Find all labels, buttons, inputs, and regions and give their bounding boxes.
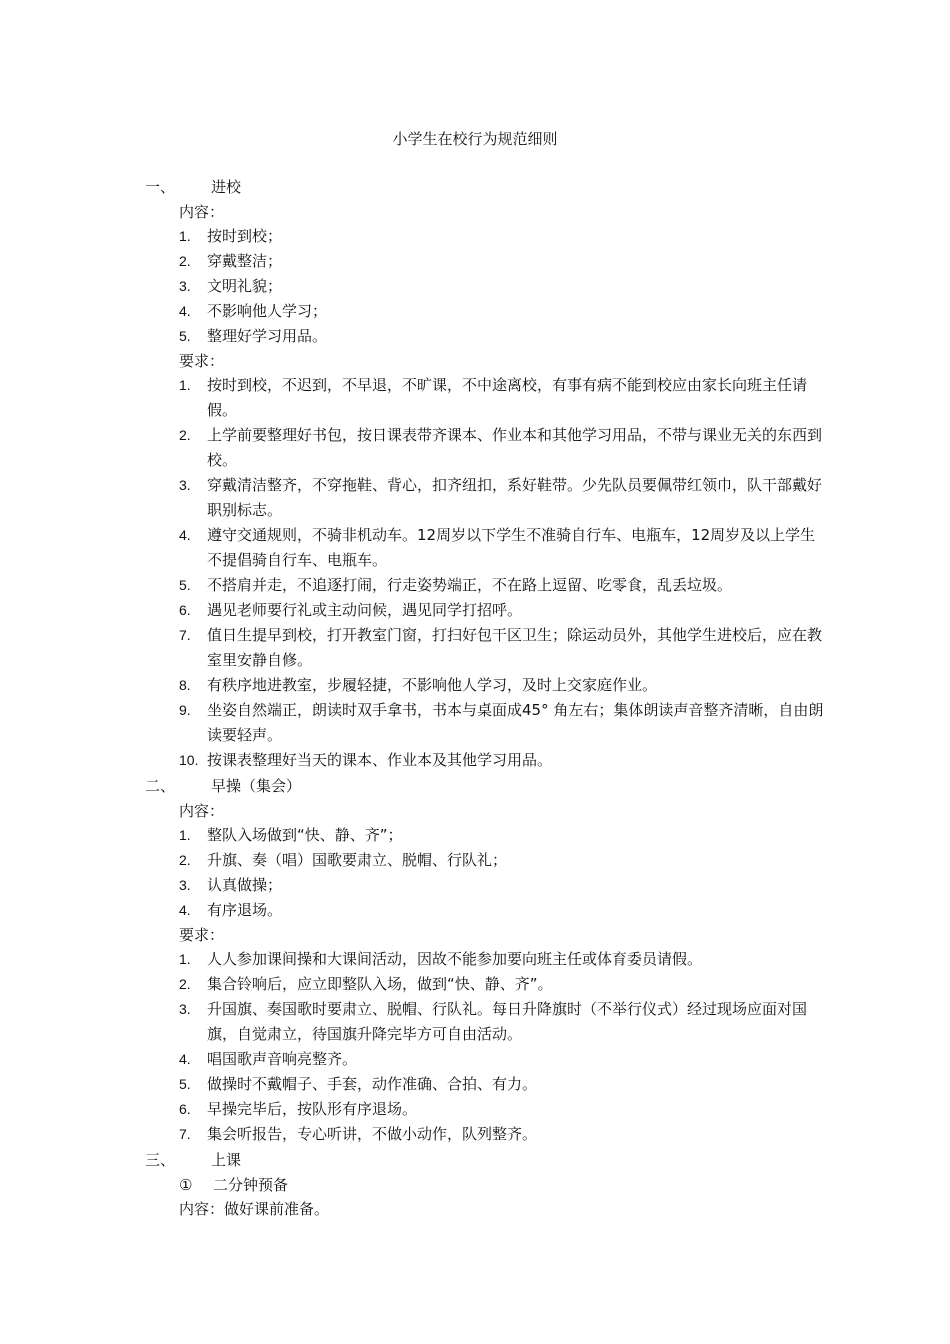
item-number: 1. — [179, 827, 191, 843]
requirements-list — [145, 947, 825, 1147]
list-item — [145, 873, 825, 898]
item-number: 6. — [179, 602, 191, 618]
item-text: 有序退场。 — [207, 901, 283, 919]
item-number: 4. — [179, 527, 191, 543]
item-text: 有秩序地进教室，步履轻捷，不影响他人学习，及时上交家庭作业。 — [207, 676, 658, 694]
document-title: 小学生在校行为规范细则 — [392, 130, 558, 148]
item-number: 4. — [179, 902, 191, 918]
item-number: 6. — [179, 1101, 191, 1117]
section-title: 进校 — [211, 178, 242, 196]
list-item — [145, 673, 825, 698]
list-item — [145, 947, 825, 972]
item-text: 做操时不戴帽子、手套，动作准确、合拍、有力。 — [207, 1075, 538, 1093]
list-item — [145, 748, 825, 773]
section-title: 早操（集会） — [211, 777, 302, 795]
list-item — [145, 299, 825, 324]
requirements-label: 要求： — [179, 926, 225, 944]
item-number: 7. — [179, 627, 191, 643]
item-number: 2. — [179, 976, 191, 992]
item-number: 1. — [179, 228, 191, 244]
section-number: 二、 — [145, 777, 176, 795]
item-text: 不搭肩并走，不追逐打闹，行走姿势端正，不在路上逗留、吃零食，乱丢垃圾。 — [207, 576, 733, 594]
item-text: 坐姿自然端正，朗读时双手拿书，书本与桌面成45° 角左右；集体朗读声音整齐清晰，自由朗读要轻声。 — [207, 701, 824, 744]
item-number: 3. — [179, 877, 191, 893]
item-text: 人人参加课间操和大课间活动，因故不能参加要向班主任或体育委员请假。 — [207, 950, 703, 968]
list-item — [145, 224, 825, 249]
list-item — [145, 423, 825, 473]
item-text: 升国旗、奏国歌时要肃立、脱帽、行队礼。每日升降旗时（不举行仪式）经过现场应面对国旗，自觉肃立，待国旗升降完毕方可自由活动。 — [207, 1000, 808, 1043]
list-item — [145, 1097, 825, 1122]
section-number: 一、 — [145, 178, 176, 196]
document-body — [145, 174, 825, 1221]
section-number: 三、 — [145, 1151, 176, 1169]
item-number: 10. — [179, 752, 199, 768]
item-text: 认真做操； — [207, 876, 283, 894]
item-number: 1. — [179, 951, 191, 967]
item-text: 集会听报告，专心听讲，不做小动作，队列整齐。 — [207, 1125, 538, 1143]
item-number: 5. — [179, 1076, 191, 1092]
content-line: 内容：做好课前准备。 — [179, 1200, 330, 1218]
item-number: 8. — [179, 677, 191, 693]
list-item — [145, 249, 825, 274]
list-item — [145, 898, 825, 923]
list-item — [145, 573, 825, 598]
item-text: 集合铃响后，应立即整队入场，做到“快、静、齐”。 — [207, 975, 553, 993]
list-item — [145, 623, 825, 673]
list-item — [145, 1122, 825, 1147]
item-text: 唱国歌声音响亮整齐。 — [207, 1050, 358, 1068]
item-text: 穿戴清洁整齐，不穿拖鞋、背心，扣齐纽扣，系好鞋带。少先队员要佩带红领巾，队干部戴好职别标志。 — [207, 476, 823, 519]
section-title: 上课 — [211, 1151, 242, 1169]
section-heading — [145, 174, 825, 200]
item-text: 遇见老师要行礼或主动问候，遇见同学打招呼。 — [207, 601, 523, 619]
item-number: 5. — [179, 328, 191, 344]
list-item — [145, 1072, 825, 1097]
item-text: 按课表整理好当天的课本、作业本及其他学习用品。 — [207, 751, 553, 769]
item-text: 上学前要整理好书包，按日课表带齐课本、作业本和其他学习用品，不带与课业无关的东西到校。 — [207, 426, 823, 469]
list-item — [145, 1047, 825, 1072]
item-text: 不影响他人学习； — [207, 302, 328, 320]
item-number: 2. — [179, 427, 191, 443]
item-number: 4. — [179, 303, 191, 319]
item-number: 5. — [179, 577, 191, 593]
item-number: 3. — [179, 477, 191, 493]
content-label: 内容： — [179, 802, 225, 820]
item-number: 7. — [179, 1126, 191, 1142]
circled-number: ① — [179, 1176, 193, 1194]
list-item — [145, 598, 825, 623]
item-text: 整队入场做到“快、静、齐”； — [207, 826, 403, 844]
requirements-label: 要求： — [179, 352, 225, 370]
list-item — [145, 324, 825, 349]
content-list — [145, 224, 825, 349]
item-number: 3. — [179, 278, 191, 294]
item-text: 遵守交通规则，不骑非机动车。12周岁以下学生不准骑自行车、电瓶车，12周岁及以上学生不提倡骑自行车、电瓶车。 — [207, 526, 816, 569]
section-heading — [145, 773, 825, 799]
item-text: 按时到校； — [207, 227, 283, 245]
item-number: 2. — [179, 253, 191, 269]
item-text: 整理好学习用品。 — [207, 327, 328, 345]
list-item — [145, 848, 825, 873]
list-item — [145, 274, 825, 299]
item-number: 4. — [179, 1051, 191, 1067]
list-item — [145, 473, 825, 523]
list-item — [145, 523, 825, 573]
item-text: 按时到校，不迟到，不早退，不旷课，不中途离校，有事有病不能到校应由家长向班主任请假。 — [207, 376, 808, 419]
list-item — [145, 823, 825, 848]
list-item — [145, 698, 825, 748]
item-text: 升旗、奏（唱）国歌要肃立、脱帽、行队礼； — [207, 851, 508, 869]
item-number: 9. — [179, 702, 191, 718]
content-label: 内容： — [179, 203, 225, 221]
content-list — [145, 823, 825, 923]
item-number: 1. — [179, 377, 191, 393]
requirements-list — [145, 373, 825, 773]
list-item — [145, 972, 825, 997]
item-text: 穿戴整洁； — [207, 252, 283, 270]
subsection-title: 二分钟预备 — [213, 1176, 289, 1194]
item-number: 3. — [179, 1001, 191, 1017]
section-heading — [145, 1147, 825, 1173]
item-text: 文明礼貌； — [207, 277, 283, 295]
list-item — [145, 997, 825, 1047]
subsection-heading — [145, 1173, 825, 1197]
item-text: 早操完毕后，按队形有序退场。 — [207, 1100, 418, 1118]
list-item — [145, 373, 825, 423]
item-text: 值日生提早到校，打开教室门窗，打扫好包干区卫生；除运动员外，其他学生进校后，应在教室里安静自修。 — [207, 626, 823, 669]
item-number: 2. — [179, 852, 191, 868]
